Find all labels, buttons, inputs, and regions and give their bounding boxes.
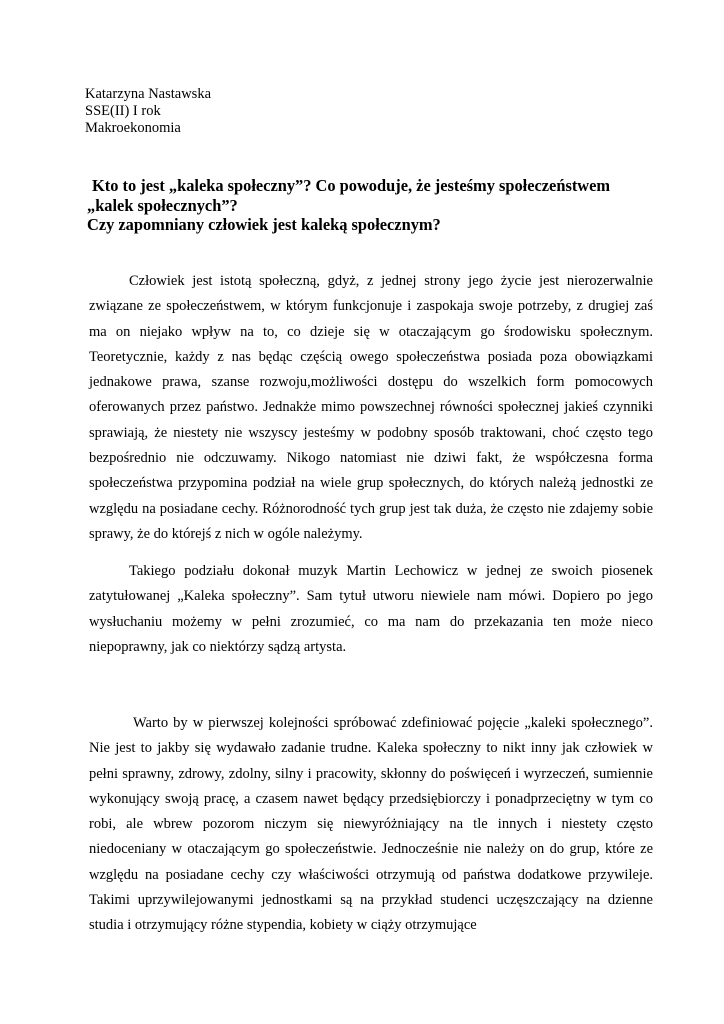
author-name: Katarzyna Nastawska xyxy=(85,86,212,102)
document-title xyxy=(87,176,647,235)
title-line-3: Czy zapomniany człowiek jest kaleką społecznym? xyxy=(87,215,441,234)
subject-name: Makroekonomia xyxy=(85,120,181,136)
paragraph-2: Takiego podziału dokonał muzyk Martin Lechowicz w jednej ze swoich piosenek zatytułowanej „Kaleka społeczny”. Sam tytuł utworu niewiele nam mówi. Dopiero po jego wysłuchaniu możemy w pełni zrozumieć, co ma nam do przekazania ten może nieco niepoprawny, jak co niektórzy sądzą artysta. xyxy=(89,563,653,655)
paragraph-1: Człowiek jest istotą społeczną, gdyż, z jednej strony jego życie jest nierozerwalnie związane ze społeczeństwem, w którym funkcjonuje i zaspokaja swoje potrzeby, z drugiej zaś ma on niejako wpływ na to, co dzieje się w otaczającym go środowisku społecznym. Teoretycznie, każdy z nas będąc częścią owego społeczeństwa posiada poza obowiązkami jednakowe prawa, szanse rozwoju,możliwości dostępu do wszelkich form pomocowych oferowanych przez państwo. Jednakże mimo powszechnej równości społecznej jakieś czynniki sprawiają, że niestety nie wszyscy jesteśmy w podobny sposób traktowani, choć często tego bezpośrednio nie odczuwamy. Nikogo natomiast nie dziwi fakt, że współczesna forma społeczeństwa przypomina podział na wiele grup społecznych, do których należą jednostki ze względu na posiadane cechy. Różnorodność tych grup jest tak duża, że często nie zdajemy sobie sprawy, że do którejś z nich w ogóle należymy. xyxy=(89,273,653,542)
title-line-1: Kto to jest „kaleka społeczny”? Co powoduje, że jesteśmy społeczeństwem xyxy=(92,176,611,195)
student-group: SSE(II) I rok xyxy=(85,103,161,119)
title-line-2: „kalek społecznych”? xyxy=(87,195,238,215)
document-header xyxy=(85,86,211,137)
paragraph-3: Warto by w pierwszej kolejności spróbować zdefiniować pojęcie „kaleki społecznego”. Nie jest to jakby się wydawało zadanie trudne. Kaleka społeczny to nikt inny jak człowiek w pełni sprawny, zdrowy, zdolny, silny i pracowity, skłonny do poświęceń i wyrzeczeń, sumiennie wykonujący swoją pracę, a czasem nawet będący przedsiębiorczy i ponadprzeciętny w tym co robi, ale wbrew pozorom niczym się niewyróżniający na tle innych i niestety często niedoceniany w otaczającym go społeczeństwie. Jednocześnie nie należy on do grup, które ze względu na posiadane cechy czy właściwości otrzymują od państwa dodatkowe przywileje. Takimi uprzywilejowanymi jednostkami są na przykład studenci uczęszczający na dzienne studia i otrzymujący różne stypendia, kobiety w ciąży otrzymujące xyxy=(89,715,653,934)
